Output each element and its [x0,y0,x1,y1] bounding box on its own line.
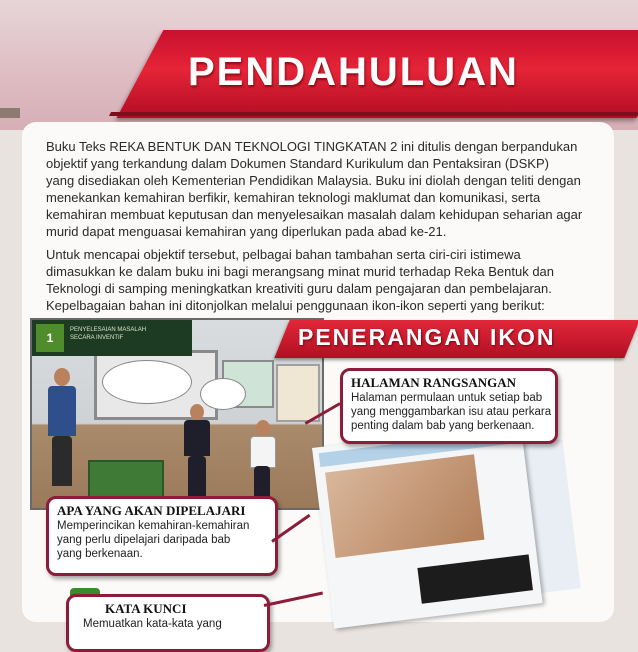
person-legs [52,436,72,486]
chapter-tag-text [70,326,146,342]
callout-body [351,391,551,433]
title-banner-underline [109,112,638,116]
callout-apa-yang-akan-dipelajari [46,496,278,576]
page-photo [325,454,484,558]
person-head [190,404,204,420]
chapter-tag-line: SECARA INVENTIF [70,335,124,341]
person-body [184,420,210,456]
paragraph-line: Untuk mencapai objektif tersebut, pelbagai bahan tambahan serta ciri-ciri istimewa [46,247,521,262]
ikon-section-title: PENERANGAN IKON [298,324,556,350]
page-title: PENDAHULUAN [188,50,519,94]
chapter-tag-line: PENYELESAIAN MASALAH [70,327,147,333]
person-head [54,368,70,386]
paragraph-line: yang disediakan oleh Kementerian Pendidikan Malaysia. Buku ini diolah dengan teliti dengan [46,173,581,188]
callout-line: yang menggambarkan isu atau perkara [351,406,552,418]
person-legs [254,466,270,500]
paragraph-line: Teknologi di samping meningkatkan kreativiti guru dalam pengajaran dan pembelajaran. [46,281,552,296]
callout-kata-kunci [66,594,270,652]
paragraph-line: dimasukkan ke dalam buku ini bagi merangsang minat murid terhadap Reka Bentuk dan [46,264,555,279]
paragraph-line: Kepelbagaian bahan ini ditonjolkan melalui penggunaan ikon-ikon seperti yang berikut: [46,298,545,313]
paragraph-line: objektif yang terkandung dalam Dokumen Standard Kurikulum dan Pentaksiran (DSKP) [46,156,549,171]
intro-paragraph-2 [46,246,606,314]
paragraph-line: kemahiran membuat keputusan dan menyelesaikan masalah dalam kehidupan seharian agar [46,207,583,222]
paragraph-line: menekankan kemahiran berfikir, kemahiran teknologi maklumat dan komunikasi, serta [46,190,541,205]
callout-line: Memperincikan kemahiran-kemahiran [57,520,250,532]
person-head [256,420,270,436]
speech-bubble [102,360,192,404]
chapter-tag [32,320,192,356]
callout-line: Memuatkan kata-kata yang [83,618,222,630]
person-body [48,386,76,436]
wall-poster [276,364,320,422]
callout-title: HALAMAN RANGSANGAN [351,375,517,390]
person-body [250,436,276,468]
callout-line: Halaman permulaan untuk setiap bab [351,392,543,404]
callout-body [57,519,249,561]
callout-line: yang perlu dipelajari daripada bab [57,534,231,546]
callout-line: penting dalam bab yang berkenaan. [351,420,535,432]
intro-paragraph-1 [46,138,606,240]
film-strip [417,554,533,603]
paragraph-line: murid dapat menguasai kemahiran yang diperlukan pada abad ke-21. [46,224,447,239]
callout-title: APA YANG AKAN DIPELAJARI [57,503,246,518]
speech-bubble [200,378,246,410]
callout-line: yang berkenaan. [57,548,143,560]
page-marker [0,108,20,118]
callout-body [83,617,222,631]
paragraph-line: Buku Teks REKA BENTUK DAN TEKNOLOGI TINGKATAN 2 ini ditulis dengan berpandukan [46,139,578,154]
callout-halaman-rangsangan [340,368,558,444]
person-legs [188,456,206,500]
chapter-number: 1 [36,324,64,352]
callout-title: KATA KUNCI [105,601,187,616]
textbook-page-illustration [312,422,543,628]
